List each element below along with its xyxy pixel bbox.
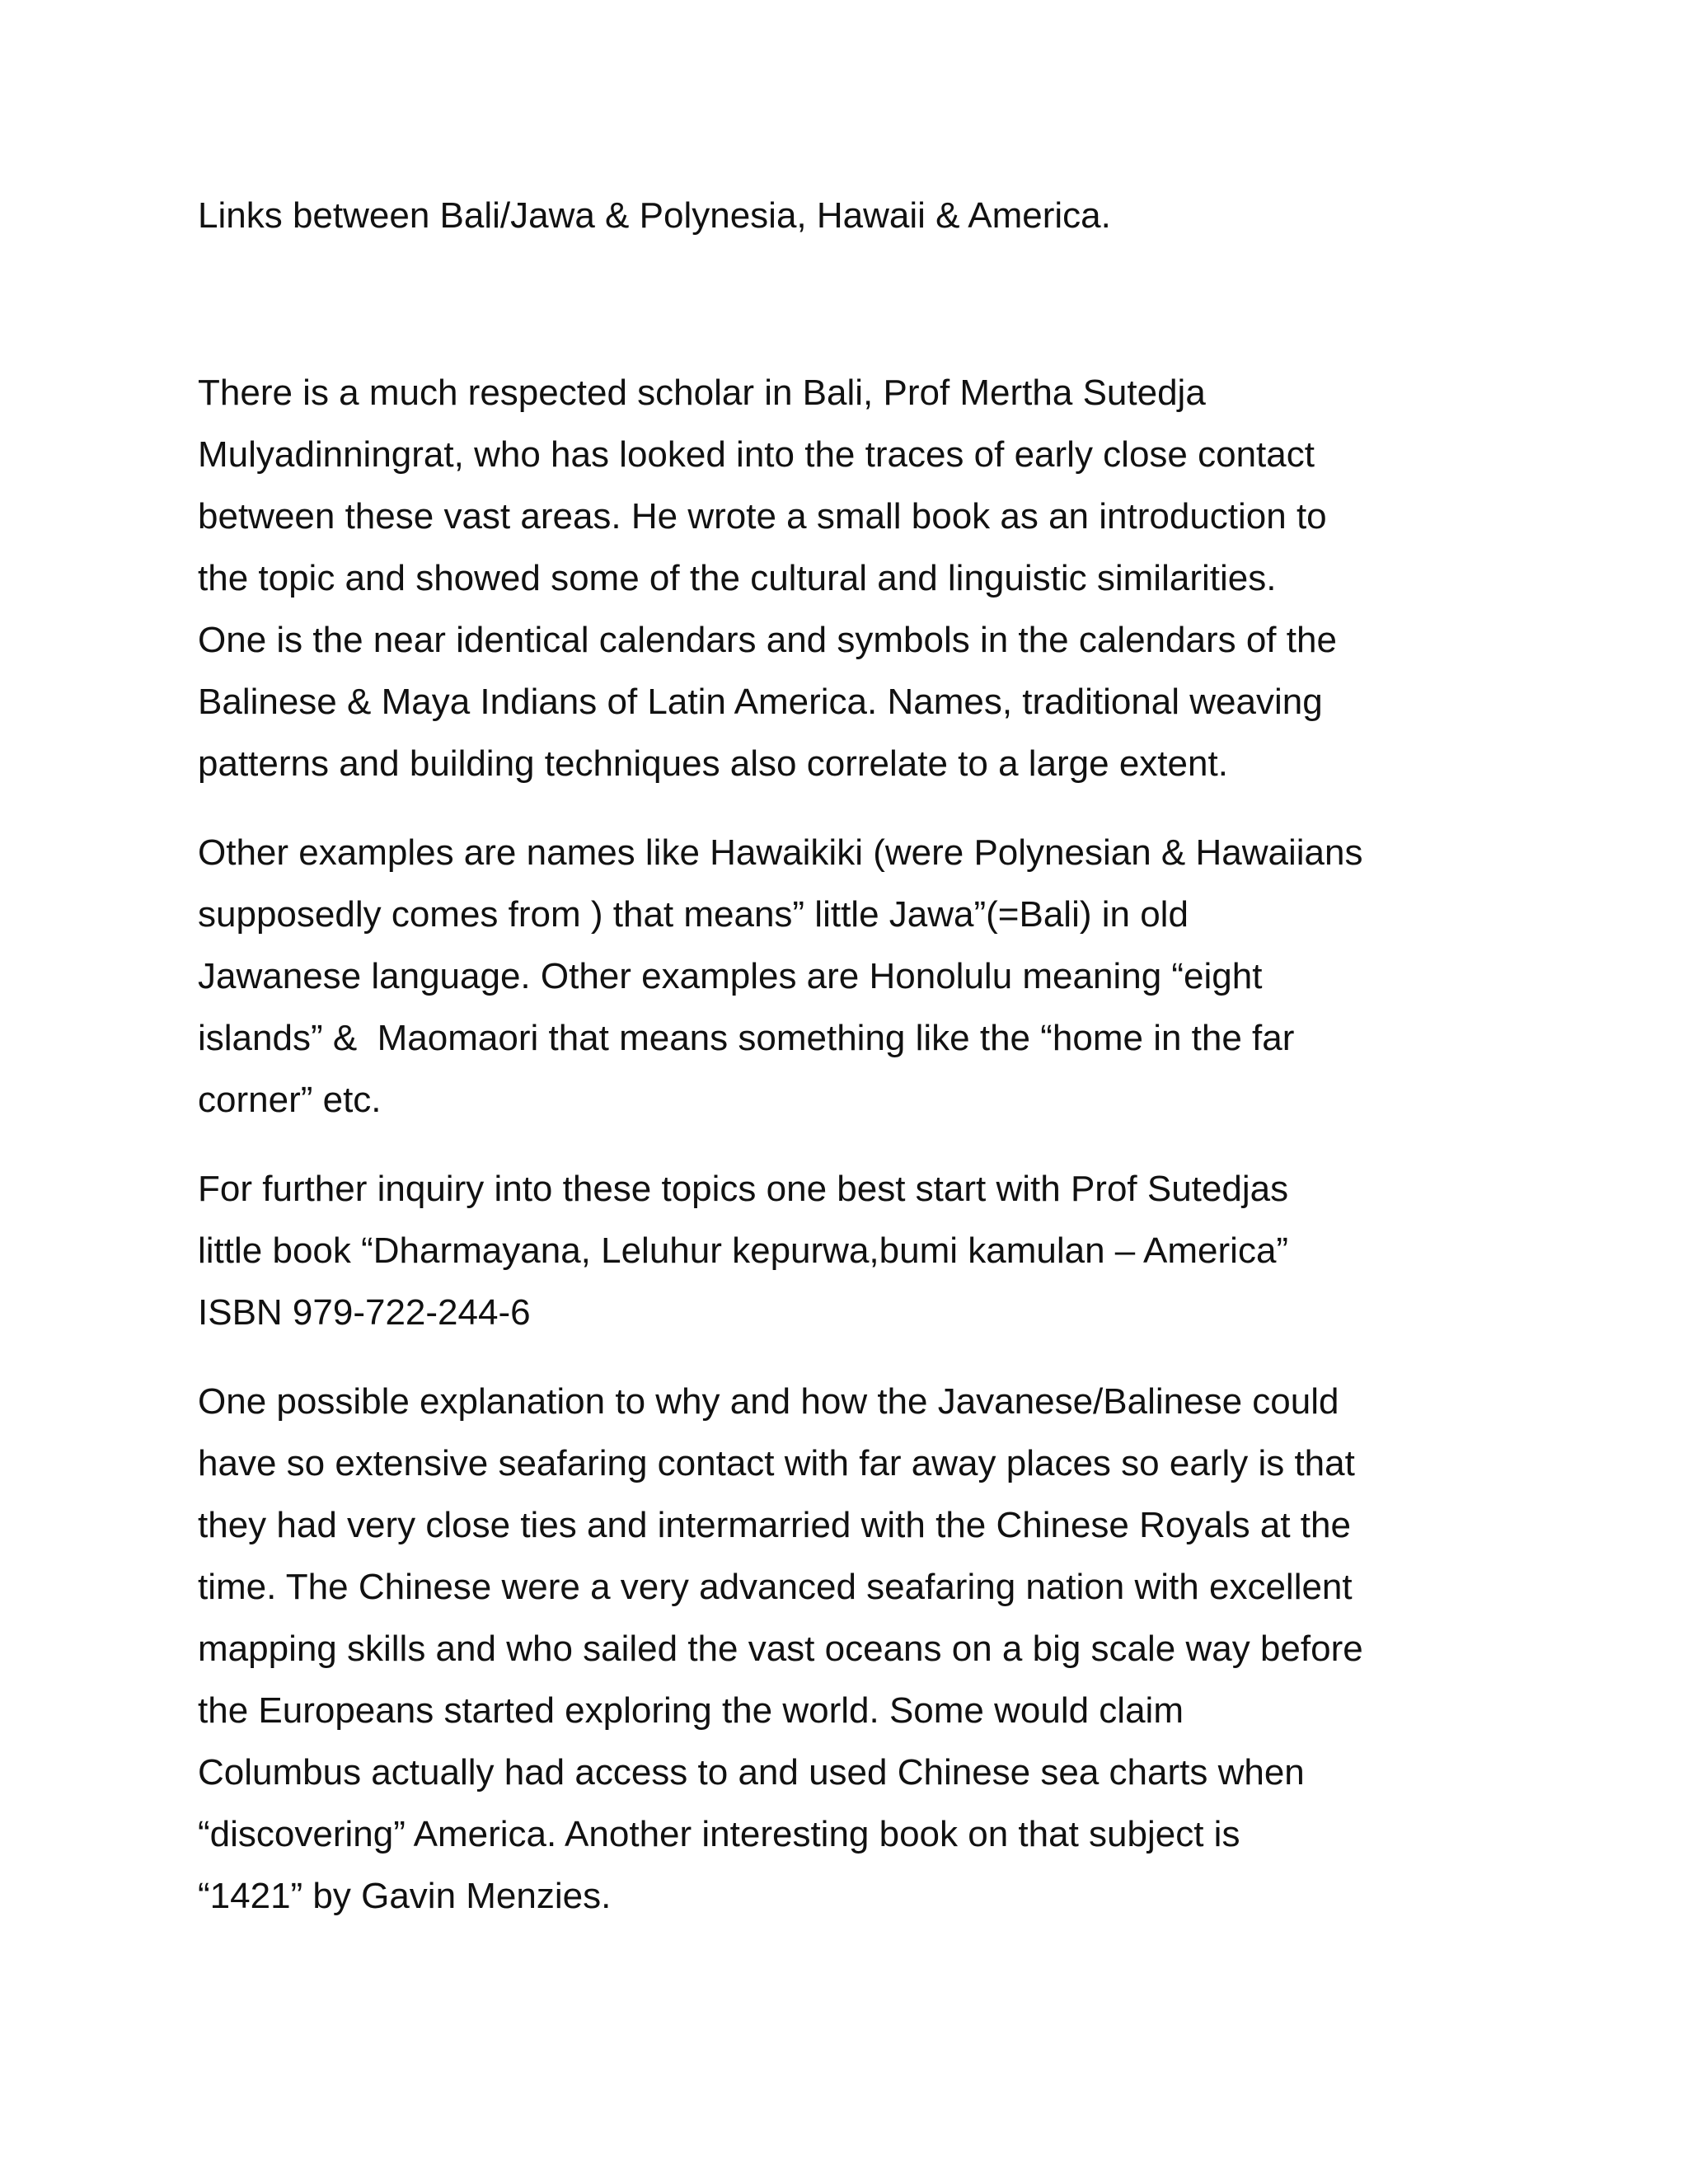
text-line: “1421” by Gavin Menzies. [198,1876,612,1916]
text-line: little book “Dharmayana, Leluhur kepurwa,bumi kamulan – America” [198,1230,1289,1271]
text-line: Balinese & Maya Indians of Latin America. Names, traditional weaving [198,682,1323,722]
text-line: between these vast areas. He wrote a small book as an introduction to [198,496,1327,537]
text-line: corner” etc. [198,1080,382,1120]
document-title: Links between Bali/Jawa & Polynesia, Hawaii & America. [198,195,1111,236]
text-line: supposedly comes from ) that means” little Jawa”(=Bali) in old [198,894,1189,935]
paragraph-name-examples [198,822,1517,1131]
text-line: Mulyadinningrat, who has looked into the traces of early close contact [198,434,1315,475]
text-line: Other examples are names like Hawaikiki (were Polynesian & Hawaiians [198,832,1363,873]
paragraph-further-inquiry [198,1158,1517,1343]
text-line: patterns and building techniques also correlate to a large extent. [198,743,1228,784]
document-body [198,185,1517,1927]
text-line: the topic and showed some of the cultural and linguistic similarities. [198,558,1277,598]
text-line: time. The Chinese were a very advanced seafaring nation with excellent [198,1567,1353,1607]
text-line: Jawanese language. Other examples are Honolulu meaning “eight [198,956,1263,996]
text-line: the Europeans started exploring the world. Some would claim [198,1690,1184,1731]
text-line: they had very close ties and intermarried with the Chinese Royals at the [198,1505,1351,1545]
text-line: Columbus actually had access to and used Chinese sea charts when [198,1752,1305,1793]
text-line: islands” & Maomaori that means something like the “home in the far [198,1018,1295,1058]
text-line: ISBN 979-722-244-6 [198,1292,531,1333]
paragraph-scholar-intro [198,362,1517,794]
text-line: One possible explanation to why and how the Javanese/Balinese could [198,1381,1339,1422]
text-line: One is the near identical calendars and symbols in the calendars of the [198,620,1337,660]
text-line: There is a much respected scholar in Bali, Prof Mertha Sutedja [198,373,1206,413]
paragraph-seafaring-explanation [198,1371,1517,1927]
text-line: have so extensive seafaring contact with far away places so early is that [198,1443,1355,1483]
text-line: mapping skills and who sailed the vast oceans on a big scale way before [198,1629,1363,1669]
text-line: For further inquiry into these topics one best start with Prof Sutedjas [198,1169,1289,1209]
text-line: “discovering” America. Another interesting book on that subject is [198,1814,1240,1854]
